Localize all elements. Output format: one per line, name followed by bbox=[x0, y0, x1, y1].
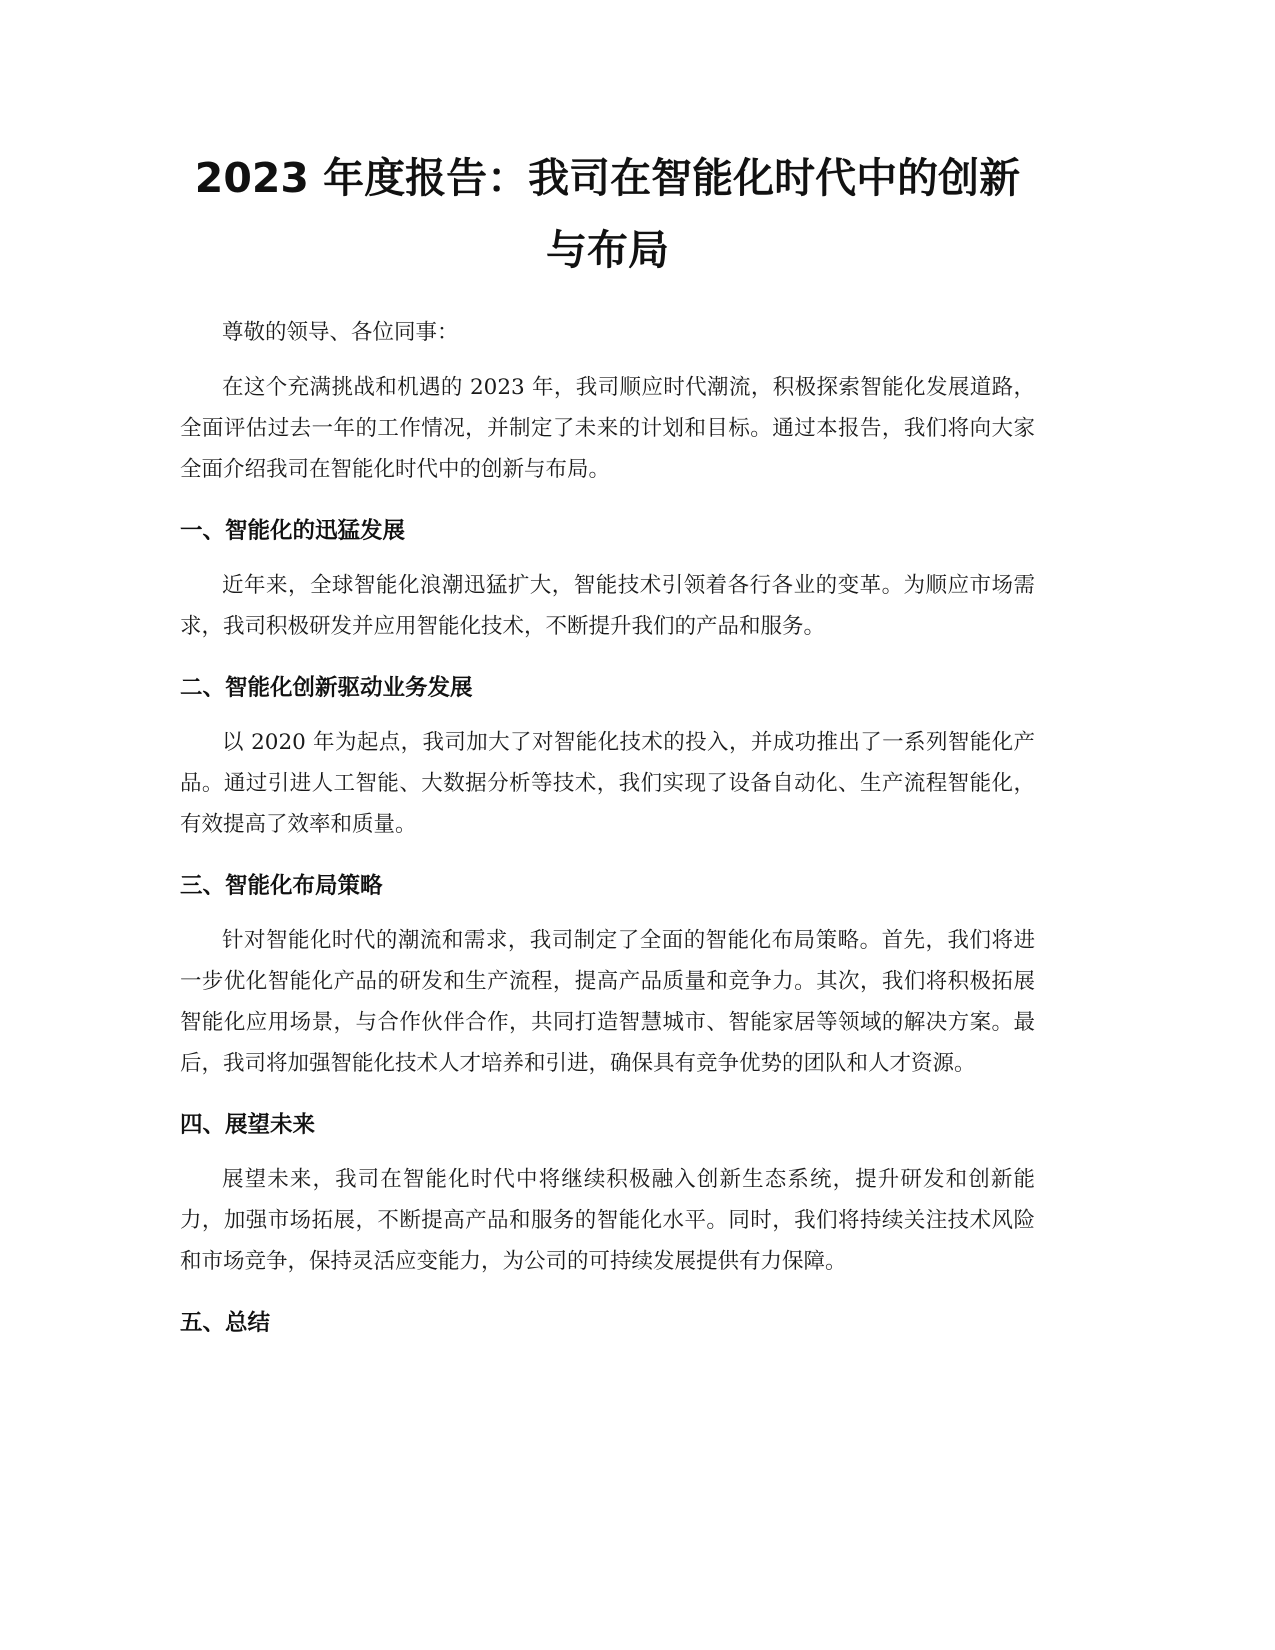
document-title: 2023 年度报告：我司在智能化时代中的创新与布局 bbox=[194, 154, 1021, 274]
section-heading-2: 二、智能化创新驱动业务发展 bbox=[180, 675, 473, 701]
greeting: 尊敬的领导、各位同事： bbox=[222, 320, 459, 345]
section-body-1: 近年来，全球智能化浪潮迅猛扩大，智能技术引领着各行各业的变革。为顺应市场需求，我司积极研发并应用智能化技术，不断提升我们的产品和服务。 bbox=[180, 573, 1035, 639]
section-heading-3: 三、智能化布局策略 bbox=[180, 873, 383, 899]
intro-paragraph: 在这个充满挑战和机遇的 2023 年，我司顺应时代潮流，积极探索智能化发展道路，全面评估过去一年的工作情况，并制定了未来的计划和目标。通过本报告，我们将向大家全面介绍我司在智能化时代中的创新与布局。 bbox=[180, 375, 1035, 482]
section-heading-5: 五、总结 bbox=[180, 1310, 271, 1336]
section-body-3: 针对智能化时代的潮流和需求，我司制定了全面的智能化布局策略。首先，我们将进一步优化智能化产品的研发和生产流程，提高产品质量和竞争力。其次，我们将积极拓展智能化应用场景，与合作伙伴合作，共同打造智慧城市、智能家居等领域的解决方案。最后，我司将加强智能化技术人才培养和引进，确保具有竞争优势的团队和人才资源。 bbox=[180, 928, 1035, 1076]
section-heading-1: 一、智能化的迅猛发展 bbox=[180, 518, 406, 544]
section-body-2: 以 2020 年为起点，我司加大了对智能化技术的投入，并成功推出了一系列智能化产品。通过引进人工智能、大数据分析等技术，我们实现了设备自动化、生产流程智能化，有效提高了效率和质量。 bbox=[180, 730, 1035, 837]
section-body-4: 展望未来，我司在智能化时代中将继续积极融入创新生态系统，提升研发和创新能力，加强市场拓展，不断提高产品和服务的智能化水平。同时，我们将持续关注技术风险和市场竞争，保持灵活应变能力，为公司的可持续发展提供有力保障。 bbox=[180, 1167, 1035, 1274]
section-heading-4: 四、展望未来 bbox=[180, 1112, 316, 1138]
document-page bbox=[180, 0, 1035, 1344]
